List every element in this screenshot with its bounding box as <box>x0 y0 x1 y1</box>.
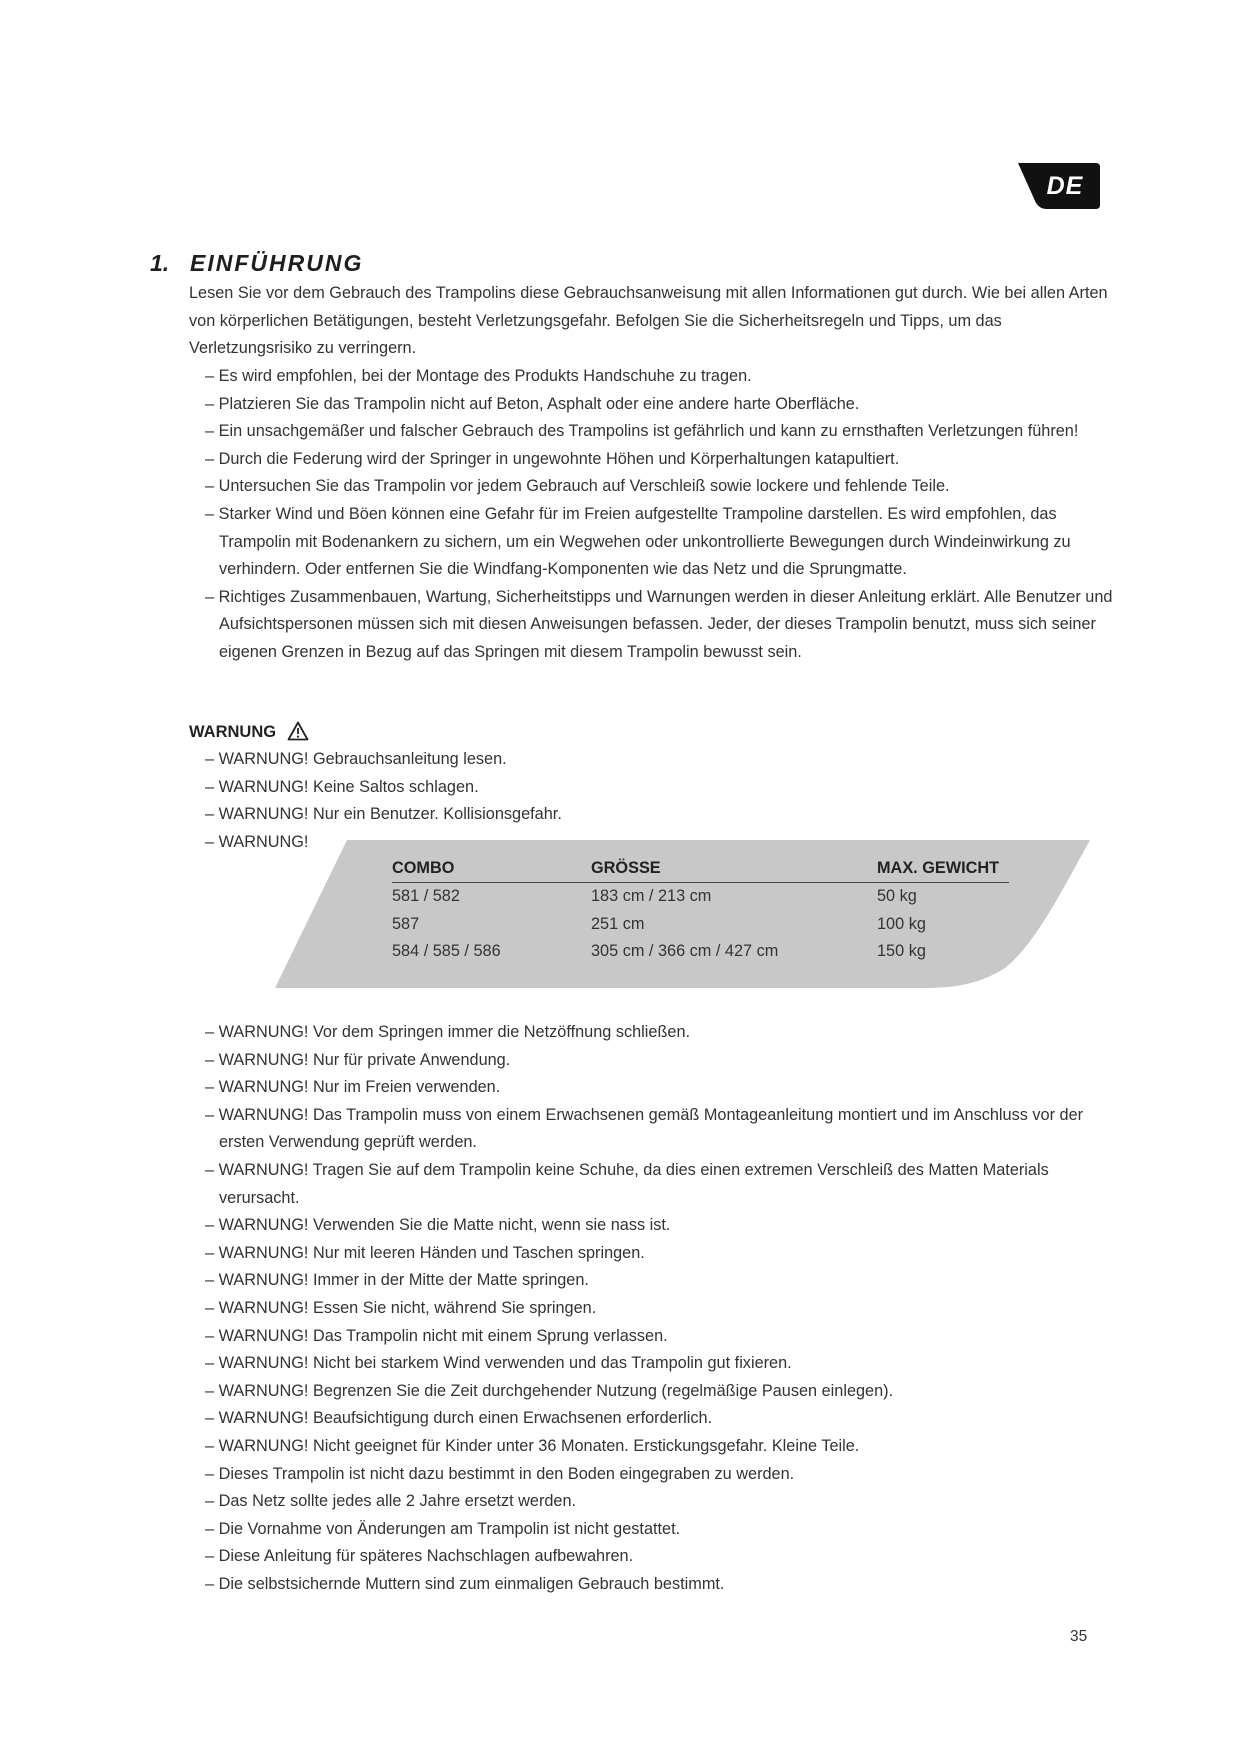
list-item: – WARNUNG! Das Trampolin muss von einem Erwachsenen gemäß Montageanleitung montiert und im Anschluss vor der ersten Verwendung geprüft werden. <box>189 1102 1114 1157</box>
column-header-max-weight: MAX. GEWICHT <box>877 855 1009 883</box>
table-cell: 50 kg <box>877 887 917 905</box>
section-title: EINFÜHRUNG <box>190 250 364 276</box>
warning-list-bottom <box>189 1019 1114 1598</box>
list-item: – Starker Wind und Böen können eine Gefahr für im Freien aufgestellte Trampoline darstellen. Es wird empfohlen, das Trampolin mit Bodenankern zu sichern, um ein Wegwehen oder unkontrollierte Bewegungen durch Windeinwirkung zu verhindern. Oder entfernen Sie die Windfang-Komponenten wie das Netz und die Sprungmatte. <box>189 501 1114 584</box>
list-item: – WARNUNG! Nur mit leeren Händen und Taschen springen. <box>189 1240 1114 1268</box>
list-item: – Das Netz sollte jedes alle 2 Jahre ersetzt werden. <box>189 1488 1114 1516</box>
list-item: – WARNUNG! Immer in der Mitte der Matte springen. <box>189 1267 1114 1295</box>
list-item: – WARNUNG! Verwenden Sie die Matte nicht, wenn sie nass ist. <box>189 1212 1114 1240</box>
list-item: – Platzieren Sie das Trampolin nicht auf Beton, Asphalt oder eine andere harte Oberfläche. <box>189 391 1114 419</box>
list-item: – WARNUNG! Nur im Freien verwenden. <box>189 1074 1114 1102</box>
warning-label: WARNUNG <box>189 723 277 741</box>
page-number: 35 <box>1070 1628 1088 1645</box>
list-item: – WARNUNG! Gebrauchsanleitung lesen. <box>189 746 1114 774</box>
list-item: – WARNUNG! Nicht bei starkem Wind verwenden und das Trampolin gut fixieren. <box>189 1350 1114 1378</box>
list-item: – Dieses Trampolin ist nicht dazu bestimmt in den Boden eingegraben zu werden. <box>189 1461 1114 1489</box>
table-cell: 100 kg <box>877 914 926 933</box>
table-cell: 251 cm <box>591 914 645 933</box>
table-cell: 584 / 585 / 586 <box>392 942 501 961</box>
column-header-size: GRÖSSE <box>591 855 877 883</box>
list-item: – Richtiges Zusammenbauen, Wartung, Sicherheitstipps und Warnungen werden in dieser Anleitung erklärt. Alle Benutzer und Aufsichtspersonen müssen sich mit diesen Anweisungen befassen. Jeder, der dieses Trampolin benutzt, muss sich seiner eigenen Grenzen in Bezug auf das Springen mit diesem Trampolin bewusst sein. <box>189 584 1114 667</box>
intro-bullet-list <box>189 363 1114 667</box>
list-item: – WARNUNG! Tragen Sie auf dem Trampolin keine Schuhe, da dies einen extremen Verschleiß des Matten Materials verursacht. <box>189 1157 1114 1212</box>
table-cell: 305 cm / 366 cm / 427 cm <box>591 942 779 961</box>
list-item: – Diese Anleitung für späteres Nachschlagen aufbewahren. <box>189 1543 1114 1571</box>
table-cell: 183 cm / 213 cm <box>591 887 712 905</box>
list-item: – Ein unsachgemäßer und falscher Gebrauch des Trampolins ist gefährlich und kann zu ernsthaften Verletzungen führen! <box>189 418 1114 446</box>
section-number: 1. <box>150 250 170 276</box>
list-item: – WARNUNG! Vor dem Springen immer die Netzöffnung schließen. <box>189 1019 1114 1047</box>
list-item: – Es wird empfohlen, bei der Montage des Produkts Handschuhe zu tragen. <box>189 363 1114 391</box>
column-header-combo: COMBO <box>392 855 591 883</box>
list-item: – WARNUNG! Keine Saltos schlagen. <box>189 774 1114 802</box>
list-item: – Die Vornahme von Änderungen am Trampolin ist nicht gestattet. <box>189 1516 1114 1544</box>
list-item: – WARNUNG! Nicht geeignet für Kinder unter 36 Monaten. Erstickungsgefahr. Kleine Teile. <box>189 1433 1114 1461</box>
list-item: – Untersuchen Sie das Trampolin vor jedem Gebrauch auf Verschleiß sowie lockere und fehlende Teile. <box>189 473 1114 501</box>
section-heading <box>150 250 363 277</box>
size-weight-table <box>392 855 1009 966</box>
language-code: DE <box>1046 172 1084 200</box>
table-cell: 581 / 582 <box>392 887 460 905</box>
list-item: – WARNUNG! Nur ein Benutzer. Kollisionsgefahr. <box>189 801 1114 829</box>
language-tab <box>1018 163 1100 209</box>
warning-triangle-icon <box>287 721 309 741</box>
table-row <box>392 938 1009 966</box>
list-item: – Durch die Federung wird der Springer in ungewohnte Höhen und Körperhaltungen katapultiert. <box>189 446 1114 474</box>
warning-heading <box>189 720 309 744</box>
table-row <box>392 911 1009 939</box>
list-item: – WARNUNG! Nur für private Anwendung. <box>189 1047 1114 1075</box>
table-header-row <box>392 855 1009 883</box>
list-item: – WARNUNG! Beaufsichtigung durch einen Erwachsenen erforderlich. <box>189 1405 1114 1433</box>
table-row <box>392 883 1009 911</box>
list-item: – WARNUNG! Essen Sie nicht, während Sie springen. <box>189 1295 1114 1323</box>
list-item: – Die selbstsichernde Muttern sind zum einmaligen Gebrauch bestimmt. <box>189 1571 1114 1599</box>
table-cell: 150 kg <box>877 942 926 961</box>
intro-paragraph: Lesen Sie vor dem Gebrauch des Trampolins diese Gebrauchsanweisung mit allen Informationen gut durch. Wie bei allen Arten von körperlichen Betätigungen, besteht Verletzungsgefahr. Befolgen Sie die Sicherheitsregeln und Tipps, um das Verletzungsrisiko zu verringern. <box>189 284 1108 358</box>
table-cell: 587 <box>392 914 420 933</box>
list-item: – WARNUNG! Das Trampolin nicht mit einem Sprung verlassen. <box>189 1323 1114 1351</box>
list-item: – WARNUNG! Begrenzen Sie die Zeit durchgehender Nutzung (regelmäßige Pausen einlegen). <box>189 1378 1114 1406</box>
list-item: – WARNUNG! <box>189 829 1114 857</box>
